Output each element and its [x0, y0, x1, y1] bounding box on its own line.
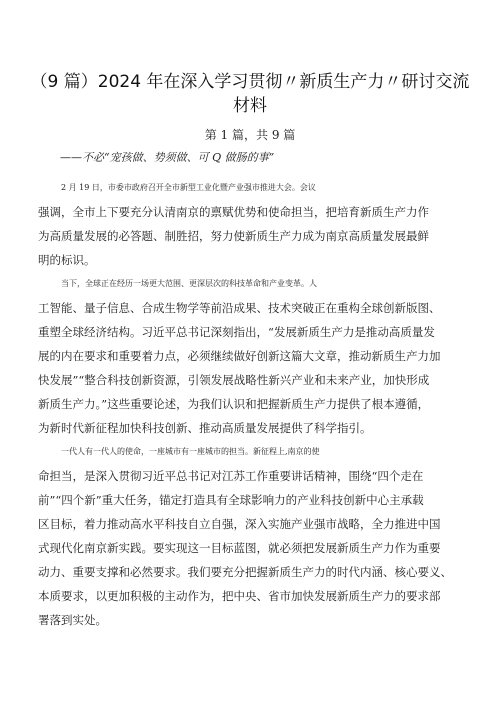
paragraph-2	[38, 272, 464, 440]
paragraph-line: 一代人有一代人的使命，一座城市有一座城市的担当。新征程上,南京的使	[61, 447, 320, 456]
paragraph-line: 2 月 19 日，市委市政府召开全市新型工业化暨产业强市推进大会。会议	[61, 183, 316, 192]
paragraph-line: 当下，全球正在经历一场更大范围、更深层次的科技革命和产业变革。人	[61, 279, 317, 288]
paragraph-line: 前”“四个新”重大任务，锚定打造具有全球影响力的产业科技创新中心主承载	[38, 493, 424, 507]
paragraph-line: 区目标，着力推动高水平科技自立自强，深入实施产业强市战略，全力推进中国	[38, 517, 441, 531]
paragraph-line: 为高质量发展的必答题、制胜招，努力使新质生产力成为南京高质量发展最鲜	[38, 229, 429, 243]
paragraph-line: 强调，全市上下要充分认清南京的禀赋优势和使命担当，把培育新质生产力作	[38, 205, 429, 219]
paragraph-line: 动力、重要支撑和必然要求。我们要充分把握新质生产力的时代内涵、核心要义、	[38, 565, 452, 579]
paragraph-line: 明的标识。	[38, 253, 96, 267]
title-line-1: （9 篇）2024 年在深入学习贯彻〃新质生产力〃研讨交流	[30, 72, 470, 92]
paragraph-line: 重塑全球经济结构。习近平总书记深刻指出，“发展新质生产力是推动高质量发	[38, 325, 435, 339]
paragraph-line: 工智能、量子信息、合成生物学等前沿成果、技术突破正在重构全球创新版图、	[38, 301, 441, 315]
title-line-2: 材料	[233, 96, 267, 116]
paragraph-line: 署落到实处。	[38, 613, 107, 627]
paragraph-line: 命担当，是深入贯彻习近平总书记对江苏工作重要讲话精神，围绕“四个走在	[38, 469, 424, 483]
paragraph-line: 本质要求，以更加积极的主动作为，把中央、省市加快发展新质生产力的要求部	[38, 589, 441, 603]
paragraph-line: 式现代化南京新实践。要实现这一目标蓝图，就必须把发展新质生产力作为重要	[38, 541, 441, 555]
paragraph-line: 快发展”“整合科技创新资源，引领发展战略性新兴产业和未来产业，加快形成	[38, 373, 430, 387]
paragraph-line: 为新时代新征程加快科技创新、推动高质量发展提供了科学指引。	[38, 421, 372, 435]
epigraph: ——不必“宠孩做、势须做、可 Q 做肠的事”	[60, 151, 275, 164]
paragraph-line: 展的内在要求和重要着力点，必须继续做好创新这篇大文章，推动新质生产力加	[38, 349, 441, 363]
paragraph-1	[38, 176, 464, 272]
paragraph-3	[38, 440, 464, 632]
document-title	[30, 70, 470, 118]
part-indicator: 第 1 篇，共 9 篇	[204, 128, 296, 142]
paragraph-line: 新质生产力。”这些重要论述，为我们认识和把握新质生产力提供了根本遵循，	[38, 397, 430, 411]
